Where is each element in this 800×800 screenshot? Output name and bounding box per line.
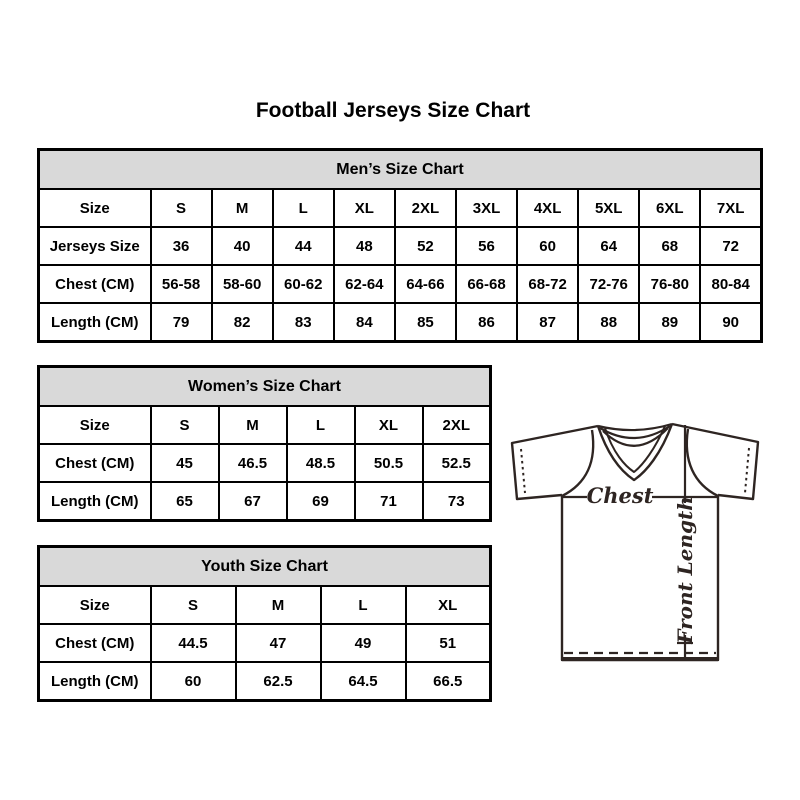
table-cell: M <box>236 586 321 624</box>
table-cell: 60 <box>517 227 578 265</box>
table-cell: 51 <box>406 624 491 662</box>
table-cell: 80-84 <box>700 265 761 303</box>
table-cell: XL <box>334 189 395 227</box>
table-row <box>39 406 491 444</box>
front-length-label: Front Length <box>673 496 697 644</box>
table-cell: 82 <box>212 303 273 342</box>
table-cell: 40 <box>212 227 273 265</box>
jersey-left-sleeve-stitch-line <box>521 449 525 493</box>
table-cell: 72 <box>700 227 761 265</box>
table-cell: 49 <box>321 624 406 662</box>
table-cell: 86 <box>456 303 517 342</box>
table-row <box>39 189 762 227</box>
table-cell: 87 <box>517 303 578 342</box>
table-cell: M <box>212 189 273 227</box>
table-cell: 58-60 <box>212 265 273 303</box>
table-header-row <box>39 150 762 190</box>
womens-size-table <box>37 365 492 522</box>
table-header-row <box>39 547 491 587</box>
jersey-collar-arc-1 <box>598 424 672 430</box>
table-row <box>39 586 491 624</box>
table-cell: 71 <box>355 482 423 521</box>
table-cell: 48.5 <box>287 444 355 482</box>
youth-size-table <box>37 545 492 702</box>
table-cell: 5XL <box>578 189 639 227</box>
table-cell: 83 <box>273 303 334 342</box>
row-label-cell: Jerseys Size <box>39 227 151 265</box>
row-label-cell: Size <box>39 406 151 444</box>
youth-table-title: Youth Size Chart <box>39 547 491 587</box>
table-cell: 65 <box>151 482 219 521</box>
table-cell: 85 <box>395 303 456 342</box>
table-cell: 66-68 <box>456 265 517 303</box>
table-cell: 7XL <box>700 189 761 227</box>
table-row <box>39 227 762 265</box>
table-cell: 60-62 <box>273 265 334 303</box>
table-cell: 50.5 <box>355 444 423 482</box>
table-cell: 62.5 <box>236 662 321 701</box>
table-cell: 69 <box>287 482 355 521</box>
table-cell: L <box>273 189 334 227</box>
table-cell: 76-80 <box>639 265 700 303</box>
table-cell: S <box>151 406 219 444</box>
table-cell: 4XL <box>517 189 578 227</box>
table-cell: 84 <box>334 303 395 342</box>
table-cell: 68 <box>639 227 700 265</box>
table-cell: 67 <box>219 482 287 521</box>
table-cell: 66.5 <box>406 662 491 701</box>
row-label-cell: Size <box>39 586 151 624</box>
table-cell: 72-76 <box>578 265 639 303</box>
table-cell: 46.5 <box>219 444 287 482</box>
page-title: Football Jerseys Size Chart <box>255 99 531 122</box>
table-cell: S <box>151 586 236 624</box>
jersey-right-sleeve-stitch-line <box>745 448 749 493</box>
table-cell: XL <box>355 406 423 444</box>
table-cell: 48 <box>334 227 395 265</box>
table-cell: 2XL <box>423 406 491 444</box>
table-cell: 52.5 <box>423 444 491 482</box>
jersey-right-armhole-seam <box>687 429 718 496</box>
table-row <box>39 444 491 482</box>
table-cell: S <box>151 189 212 227</box>
table-cell: M <box>219 406 287 444</box>
row-label-cell: Chest (CM) <box>39 265 151 303</box>
table-cell: 64-66 <box>395 265 456 303</box>
table-cell: 60 <box>151 662 236 701</box>
table-cell: 45 <box>151 444 219 482</box>
mens-size-table <box>37 148 763 343</box>
table-cell: 6XL <box>639 189 700 227</box>
table-cell: 56 <box>456 227 517 265</box>
table-cell: 44 <box>273 227 334 265</box>
table-row <box>39 265 762 303</box>
table-cell: 89 <box>639 303 700 342</box>
womens-table-title: Women’s Size Chart <box>39 367 491 407</box>
table-cell: 64.5 <box>321 662 406 701</box>
table-cell: 73 <box>423 482 491 521</box>
table-cell: 88 <box>578 303 639 342</box>
table-cell: 47 <box>236 624 321 662</box>
row-label-cell: Length (CM) <box>39 662 151 701</box>
table-cell: 90 <box>700 303 761 342</box>
chest-label: Chest <box>586 483 654 508</box>
table-cell: 68-72 <box>517 265 578 303</box>
row-label-cell: Length (CM) <box>39 482 151 521</box>
table-cell: 52 <box>395 227 456 265</box>
table-cell: L <box>321 586 406 624</box>
jersey-left-shoulder-sleeve-outline <box>512 426 598 499</box>
table-row <box>39 482 491 521</box>
row-label-cell: Chest (CM) <box>39 624 151 662</box>
table-row <box>39 624 491 662</box>
table-header-row <box>39 367 491 407</box>
table-cell: 44.5 <box>151 624 236 662</box>
table-row <box>39 662 491 701</box>
table-cell: 56-58 <box>151 265 212 303</box>
row-label-cell: Size <box>39 189 151 227</box>
table-cell: XL <box>406 586 491 624</box>
row-label-cell: Length (CM) <box>39 303 151 342</box>
table-cell: 62-64 <box>334 265 395 303</box>
table-cell: 36 <box>151 227 212 265</box>
table-cell: L <box>287 406 355 444</box>
table-cell: 3XL <box>456 189 517 227</box>
table-cell: 2XL <box>395 189 456 227</box>
table-cell: 79 <box>151 303 212 342</box>
mens-table-title: Men’s Size Chart <box>39 150 762 190</box>
table-row <box>39 303 762 342</box>
jersey-measurement-diagram <box>503 408 775 672</box>
row-label-cell: Chest (CM) <box>39 444 151 482</box>
table-cell: 64 <box>578 227 639 265</box>
